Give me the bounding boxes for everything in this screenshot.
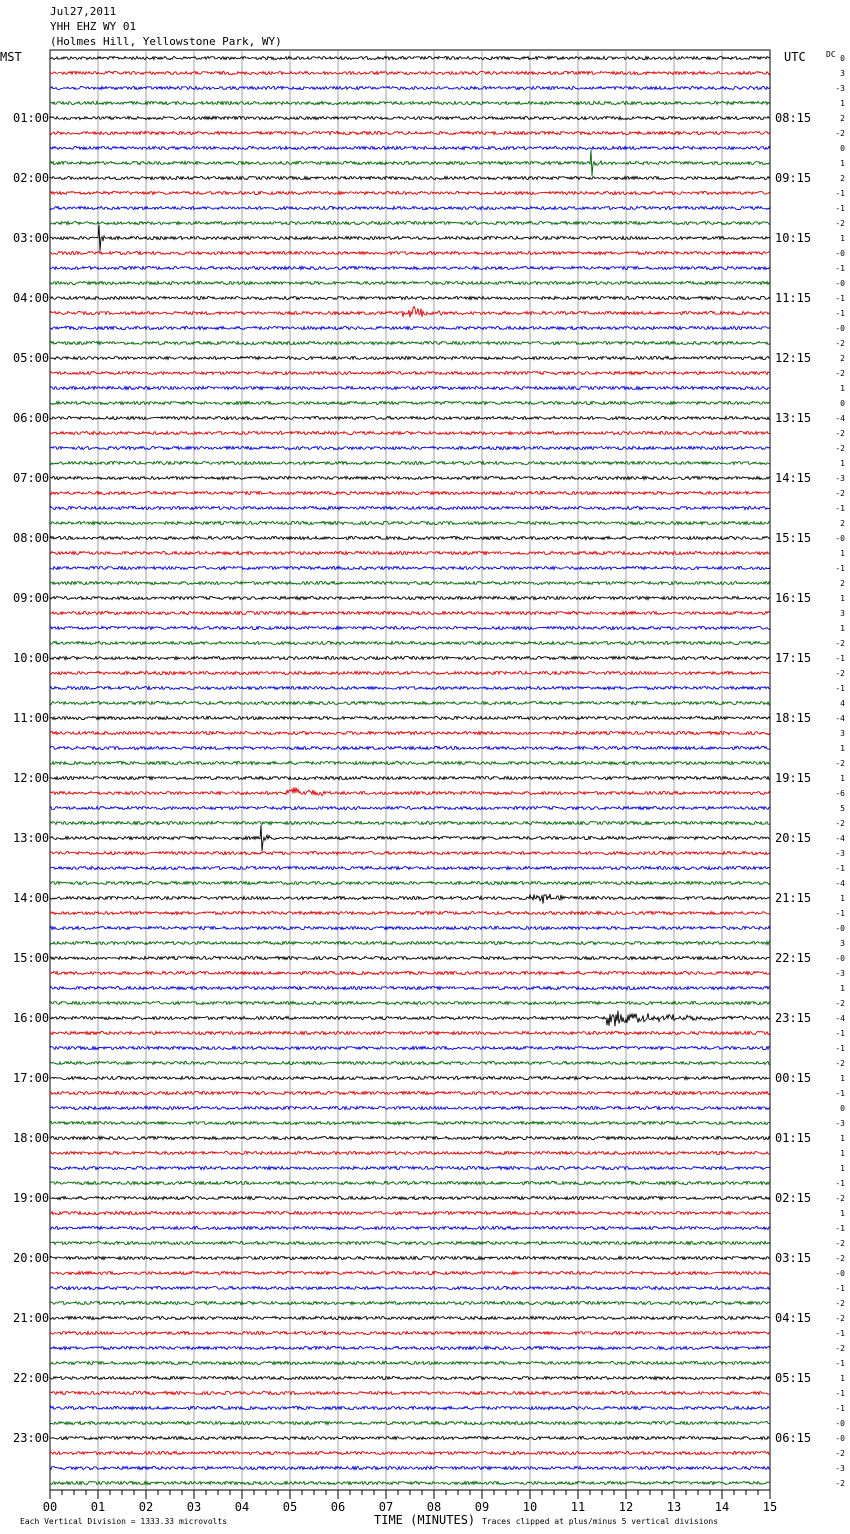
dc-offset-value: -1 bbox=[835, 1284, 845, 1293]
x-tick-label: 12 bbox=[618, 1500, 634, 1514]
seismic-trace bbox=[50, 1001, 770, 1004]
dc-offset-value: -2 bbox=[835, 1449, 845, 1458]
seismic-trace bbox=[50, 341, 770, 344]
dc-offset-value: 2 bbox=[840, 174, 845, 183]
dc-offset-value: -0 bbox=[835, 954, 845, 963]
dc-offset-value: 1 bbox=[840, 384, 845, 393]
dc-offset-value: -3 bbox=[835, 969, 845, 978]
seismic-trace bbox=[50, 1181, 770, 1184]
right-hour-label: 12:15 bbox=[775, 351, 812, 365]
right-hour-label: 04:15 bbox=[775, 1311, 812, 1325]
seismic-trace bbox=[50, 251, 770, 254]
right-hour-label: 20:15 bbox=[775, 831, 812, 845]
dc-offset-value: 0 bbox=[840, 54, 845, 63]
dc-offset-value: -0 bbox=[835, 1269, 845, 1278]
seismic-trace bbox=[50, 506, 770, 509]
dc-offset-value: -1 bbox=[835, 684, 845, 693]
dc-offset-value: -2 bbox=[835, 489, 845, 498]
dc-offset-value: -0 bbox=[835, 249, 845, 258]
dc-offset-value: -1 bbox=[835, 1044, 845, 1053]
dc-offset-value: -2 bbox=[835, 1314, 845, 1323]
x-tick-label: 06 bbox=[330, 1500, 346, 1514]
left-hour-label: 20:00 bbox=[13, 1251, 50, 1265]
seismic-trace bbox=[50, 1391, 770, 1394]
seismic-trace bbox=[50, 431, 770, 434]
seismic-trace bbox=[50, 131, 770, 134]
seismic-trace bbox=[50, 881, 770, 884]
seismic-trace bbox=[50, 476, 770, 479]
dc-offset-value: 3 bbox=[840, 729, 845, 738]
dc-offset-value: 1 bbox=[840, 459, 845, 468]
dc-offset-value: -3 bbox=[835, 474, 845, 483]
dc-offset-value: 1 bbox=[840, 1134, 845, 1143]
dc-offset-value: 1 bbox=[840, 744, 845, 753]
left-hour-label: 05:00 bbox=[13, 351, 50, 365]
seismic-trace bbox=[50, 1196, 770, 1199]
dc-offset-value: -1 bbox=[835, 1029, 845, 1038]
right-hour-label: 08:15 bbox=[775, 111, 812, 125]
seismic-trace bbox=[50, 1436, 770, 1439]
seismic-trace bbox=[50, 206, 770, 209]
right-hour-label: 14:15 bbox=[775, 471, 812, 485]
seismic-trace bbox=[50, 326, 770, 329]
seismic-trace bbox=[50, 1406, 770, 1409]
seismic-trace bbox=[50, 566, 770, 569]
seismic-trace bbox=[50, 866, 770, 869]
seismic-trace bbox=[50, 221, 770, 224]
left-hour-label: 01:00 bbox=[13, 111, 50, 125]
dc-offset-value: -1 bbox=[835, 309, 845, 318]
seismic-trace bbox=[50, 641, 770, 644]
seismic-trace bbox=[50, 626, 770, 629]
dc-offset-value: -4 bbox=[835, 834, 845, 843]
dc-offset-value: 1 bbox=[840, 1074, 845, 1083]
seismic-trace bbox=[50, 1376, 770, 1379]
dc-offset-value: -3 bbox=[835, 1119, 845, 1128]
seismic-trace bbox=[50, 461, 770, 464]
x-tick-label: 10 bbox=[522, 1500, 538, 1514]
dc-offset-value: -4 bbox=[835, 714, 845, 723]
seismic-trace bbox=[50, 266, 770, 269]
dc-offset-value: -0 bbox=[835, 1434, 845, 1443]
seismic-trace bbox=[50, 671, 770, 674]
seismic-trace bbox=[50, 1256, 770, 1259]
x-tick-label: 07 bbox=[378, 1500, 394, 1514]
dc-offset-value: 1 bbox=[840, 1374, 845, 1383]
seismic-trace bbox=[50, 146, 770, 149]
seismic-trace bbox=[50, 1011, 770, 1027]
seismic-trace bbox=[50, 926, 770, 929]
right-hour-label: 02:15 bbox=[775, 1191, 812, 1205]
dc-offset-value: -2 bbox=[835, 999, 845, 1008]
seismic-trace bbox=[50, 536, 770, 539]
seismic-trace bbox=[50, 1151, 770, 1154]
dc-offset-value: -1 bbox=[835, 1224, 845, 1233]
dc-offset-value: 1 bbox=[840, 159, 845, 168]
left-hour-label: 19:00 bbox=[13, 1191, 50, 1205]
seismic-trace bbox=[50, 307, 770, 318]
x-tick-label: 13 bbox=[666, 1500, 682, 1514]
scale-note: Each Vertical Division = 1333.33 microvolts bbox=[20, 1517, 228, 1526]
dc-offset-value: -0 bbox=[835, 1419, 845, 1428]
left-hour-label: 12:00 bbox=[13, 771, 50, 785]
left-hour-label: 08:00 bbox=[13, 531, 50, 545]
x-tick-label: 00 bbox=[42, 1500, 58, 1514]
right-hour-label: 23:15 bbox=[775, 1011, 812, 1025]
dc-offset-value: -2 bbox=[835, 129, 845, 138]
seismic-trace bbox=[50, 176, 770, 179]
seismic-trace bbox=[50, 521, 770, 524]
dc-offset-value: -0 bbox=[835, 924, 845, 933]
seismic-trace bbox=[50, 1271, 770, 1274]
dc-offset-value: 1 bbox=[840, 1149, 845, 1158]
seismic-trace bbox=[50, 296, 770, 299]
left-hour-label: 06:00 bbox=[13, 411, 50, 425]
seismic-trace bbox=[50, 806, 770, 809]
seismic-trace bbox=[50, 1031, 770, 1034]
seismic-trace bbox=[50, 1121, 770, 1124]
seismic-trace bbox=[50, 116, 770, 119]
right-hour-label: 16:15 bbox=[775, 591, 812, 605]
left-hour-label: 18:00 bbox=[13, 1131, 50, 1145]
seismic-trace bbox=[50, 911, 770, 914]
dc-offset-value: 1 bbox=[840, 99, 845, 108]
right-hour-label: 10:15 bbox=[775, 231, 812, 245]
seismic-trace bbox=[50, 86, 770, 89]
x-tick-label: 09 bbox=[474, 1500, 490, 1514]
seismic-trace bbox=[50, 1061, 770, 1064]
left-hour-label: 10:00 bbox=[13, 651, 50, 665]
left-hour-label: 17:00 bbox=[13, 1071, 50, 1085]
dc-offset-value: 3 bbox=[840, 69, 845, 78]
x-tick-label: 01 bbox=[90, 1500, 106, 1514]
seismic-trace bbox=[50, 761, 770, 764]
left-hour-label: 16:00 bbox=[13, 1011, 50, 1025]
right-hour-label: 09:15 bbox=[775, 171, 812, 185]
seismic-trace bbox=[50, 1241, 770, 1244]
dc-offset-value: -2 bbox=[835, 1254, 845, 1263]
dc-offset-value: 1 bbox=[840, 1209, 845, 1218]
dc-offset-value: -0 bbox=[835, 324, 845, 333]
dc-offset-value: -4 bbox=[835, 879, 845, 888]
right-hour-label: 06:15 bbox=[775, 1431, 812, 1445]
dc-offset-value: 0 bbox=[840, 399, 845, 408]
dc-offset-value: -1 bbox=[835, 1359, 845, 1368]
dc-offset-value: 2 bbox=[840, 519, 845, 528]
dc-offset-value: -1 bbox=[835, 909, 845, 918]
x-tick-label: 02 bbox=[138, 1500, 154, 1514]
right-hour-label: 18:15 bbox=[775, 711, 812, 725]
right-hour-label: 13:15 bbox=[775, 411, 812, 425]
dc-offset-value: 3 bbox=[840, 609, 845, 618]
dc-offset-value: -2 bbox=[835, 669, 845, 678]
dc-offset-value: 1 bbox=[840, 594, 845, 603]
seismic-trace bbox=[50, 894, 770, 904]
seismic-trace bbox=[50, 851, 770, 854]
x-tick-label: 15 bbox=[762, 1500, 778, 1514]
dc-offset-value: -2 bbox=[835, 819, 845, 828]
left-hour-label: 03:00 bbox=[13, 231, 50, 245]
seismic-trace bbox=[50, 401, 770, 404]
seismic-trace bbox=[50, 416, 770, 419]
right-hour-label: 01:15 bbox=[775, 1131, 812, 1145]
left-hour-label: 22:00 bbox=[13, 1371, 50, 1385]
dc-offset-value: -0 bbox=[835, 279, 845, 288]
seismic-trace bbox=[50, 596, 770, 599]
seismic-trace bbox=[50, 225, 770, 251]
seismic-trace bbox=[50, 1076, 770, 1079]
dc-offset-value: -3 bbox=[835, 1464, 845, 1473]
dc-offset-value: -1 bbox=[835, 264, 845, 273]
dc-offset-value: 0 bbox=[840, 1104, 845, 1113]
dc-offset-value: -4 bbox=[835, 414, 845, 423]
left-hour-label: 13:00 bbox=[13, 831, 50, 845]
dc-offset-value: -1 bbox=[835, 654, 845, 663]
left-hour-label: 09:00 bbox=[13, 591, 50, 605]
x-tick-label: 05 bbox=[282, 1500, 298, 1514]
clip-note: Traces clipped at plus/minus 5 vertical divisions bbox=[482, 1517, 719, 1526]
left-hour-label: 02:00 bbox=[13, 171, 50, 185]
left-timezone-label: MST bbox=[0, 50, 22, 64]
seismic-trace bbox=[50, 1451, 770, 1454]
dc-offset-value: -2 bbox=[835, 1059, 845, 1068]
dc-offset-value: 5 bbox=[840, 804, 845, 813]
seismic-trace bbox=[50, 446, 770, 449]
right-timezone-label: UTC bbox=[784, 50, 806, 64]
seismic-trace bbox=[50, 1481, 770, 1484]
dc-offset-value: -4 bbox=[835, 1014, 845, 1023]
seismic-trace bbox=[50, 716, 770, 719]
seismic-trace bbox=[50, 191, 770, 194]
station-date: Jul27,2011 bbox=[50, 5, 117, 18]
left-hour-label: 04:00 bbox=[13, 291, 50, 305]
left-hour-label: 14:00 bbox=[13, 891, 50, 905]
dc-offset-value: -3 bbox=[835, 849, 845, 858]
right-hour-label: 22:15 bbox=[775, 951, 812, 965]
dc-offset-value: -1 bbox=[835, 1089, 845, 1098]
dc-offset-value: -1 bbox=[835, 564, 845, 573]
seismic-trace bbox=[50, 1466, 770, 1469]
left-hour-label: 07:00 bbox=[13, 471, 50, 485]
dc-offset-value: 1 bbox=[840, 624, 845, 633]
dc-offset-value: 4 bbox=[840, 699, 845, 708]
dc-offset-value: -2 bbox=[835, 759, 845, 768]
seismic-trace bbox=[50, 356, 770, 359]
left-hour-label: 15:00 bbox=[13, 951, 50, 965]
dc-offset-value: -1 bbox=[835, 294, 845, 303]
seismic-trace bbox=[50, 986, 770, 989]
seismic-trace bbox=[50, 581, 770, 584]
seismic-trace bbox=[50, 956, 770, 959]
dc-offset-value: -0 bbox=[835, 534, 845, 543]
dc-offset-value: 1 bbox=[840, 1164, 845, 1173]
station-code: YHH EHZ WY 01 bbox=[50, 20, 137, 33]
dc-offset-value: -2 bbox=[835, 219, 845, 228]
dc-offset-value: -2 bbox=[835, 1344, 845, 1353]
seismic-trace bbox=[50, 686, 770, 689]
seismic-trace bbox=[50, 1301, 770, 1304]
seismic-trace bbox=[50, 1331, 770, 1334]
seismic-trace bbox=[50, 371, 770, 374]
seismic-trace bbox=[50, 1226, 770, 1229]
dc-offset-value: -2 bbox=[835, 369, 845, 378]
seismic-trace bbox=[50, 71, 770, 74]
right-hour-label: 21:15 bbox=[775, 891, 812, 905]
right-hour-label: 19:15 bbox=[775, 771, 812, 785]
dc-offset-value: -3 bbox=[835, 84, 845, 93]
seismic-trace bbox=[50, 551, 770, 554]
seismic-trace bbox=[50, 56, 770, 59]
seismic-trace bbox=[50, 611, 770, 614]
seismic-trace bbox=[50, 941, 770, 944]
dc-offset-value: -2 bbox=[835, 1479, 845, 1488]
dc-offset-value: 1 bbox=[840, 894, 845, 903]
dc-offset-value: -1 bbox=[835, 864, 845, 873]
dc-offset-value: 0 bbox=[840, 144, 845, 153]
left-hour-label: 23:00 bbox=[13, 1431, 50, 1445]
right-hour-label: 17:15 bbox=[775, 651, 812, 665]
seismic-trace bbox=[50, 1361, 770, 1364]
x-axis-title: TIME (MINUTES) bbox=[374, 1513, 476, 1527]
seismic-trace bbox=[50, 1286, 770, 1289]
right-hour-label: 15:15 bbox=[775, 531, 812, 545]
dc-offset-value: 1 bbox=[840, 774, 845, 783]
dc-offset-value: 1 bbox=[840, 234, 845, 243]
dc-offset-value: -6 bbox=[835, 789, 845, 798]
seismic-trace bbox=[50, 656, 770, 659]
dc-offset-value: -1 bbox=[835, 1179, 845, 1188]
seismic-trace bbox=[50, 701, 770, 704]
dc-offset-value: -2 bbox=[835, 444, 845, 453]
seismic-trace bbox=[50, 150, 770, 176]
seismic-trace bbox=[50, 1106, 770, 1109]
seismic-trace bbox=[50, 281, 770, 284]
seismic-trace bbox=[50, 101, 770, 104]
seismic-trace bbox=[50, 1136, 770, 1139]
station-location: (Holmes Hill, Yellowstone Park, WY) bbox=[50, 35, 282, 48]
seismic-trace bbox=[50, 1421, 770, 1424]
x-tick-label: 04 bbox=[234, 1500, 250, 1514]
seismic-trace bbox=[50, 1346, 770, 1349]
dc-offset-value: -1 bbox=[835, 189, 845, 198]
dc-offset-value: -1 bbox=[835, 1389, 845, 1398]
seismic-trace bbox=[50, 1316, 770, 1319]
dc-offset-value: -2 bbox=[835, 639, 845, 648]
left-hour-label: 11:00 bbox=[13, 711, 50, 725]
dc-offset-value: -1 bbox=[835, 1329, 845, 1338]
right-hour-label: 11:15 bbox=[775, 291, 812, 305]
dc-offset-value: -2 bbox=[835, 339, 845, 348]
seismic-trace bbox=[50, 971, 770, 974]
dc-offset-value: -2 bbox=[835, 429, 845, 438]
dc-offset-value: -2 bbox=[835, 1299, 845, 1308]
seismic-trace bbox=[50, 731, 770, 734]
dc-offset-value: 1 bbox=[840, 984, 845, 993]
seismic-trace bbox=[50, 1091, 770, 1094]
dc-label: DC bbox=[826, 50, 836, 59]
x-tick-label: 14 bbox=[714, 1500, 730, 1514]
seismic-trace bbox=[50, 776, 770, 779]
seismic-trace bbox=[50, 386, 770, 389]
dc-offset-value: -1 bbox=[835, 204, 845, 213]
dc-offset-value: 3 bbox=[840, 939, 845, 948]
right-hour-label: 00:15 bbox=[775, 1071, 812, 1085]
dc-offset-value: -2 bbox=[835, 1239, 845, 1248]
seismic-trace bbox=[50, 491, 770, 494]
right-hour-label: 03:15 bbox=[775, 1251, 812, 1265]
x-tick-label: 08 bbox=[426, 1500, 442, 1514]
dc-offset-value: -1 bbox=[835, 1404, 845, 1413]
seismic-trace bbox=[50, 825, 770, 851]
right-hour-label: 05:15 bbox=[775, 1371, 812, 1385]
seismic-trace bbox=[50, 746, 770, 749]
dc-offset-value: -2 bbox=[835, 1194, 845, 1203]
seismic-trace bbox=[50, 1046, 770, 1049]
seismic-trace bbox=[50, 821, 770, 824]
dc-offset-value: 1 bbox=[840, 549, 845, 558]
dc-offset-value: 2 bbox=[840, 114, 845, 123]
dc-offset-value: 2 bbox=[840, 579, 845, 588]
dc-offset-value: -1 bbox=[835, 504, 845, 513]
seismic-trace bbox=[50, 1211, 770, 1214]
x-tick-label: 11 bbox=[570, 1500, 586, 1514]
seismic-trace bbox=[50, 1166, 770, 1169]
x-tick-label: 03 bbox=[186, 1500, 202, 1514]
left-hour-label: 21:00 bbox=[13, 1311, 50, 1325]
dc-offset-value: 2 bbox=[840, 354, 845, 363]
seismic-trace bbox=[50, 787, 770, 796]
